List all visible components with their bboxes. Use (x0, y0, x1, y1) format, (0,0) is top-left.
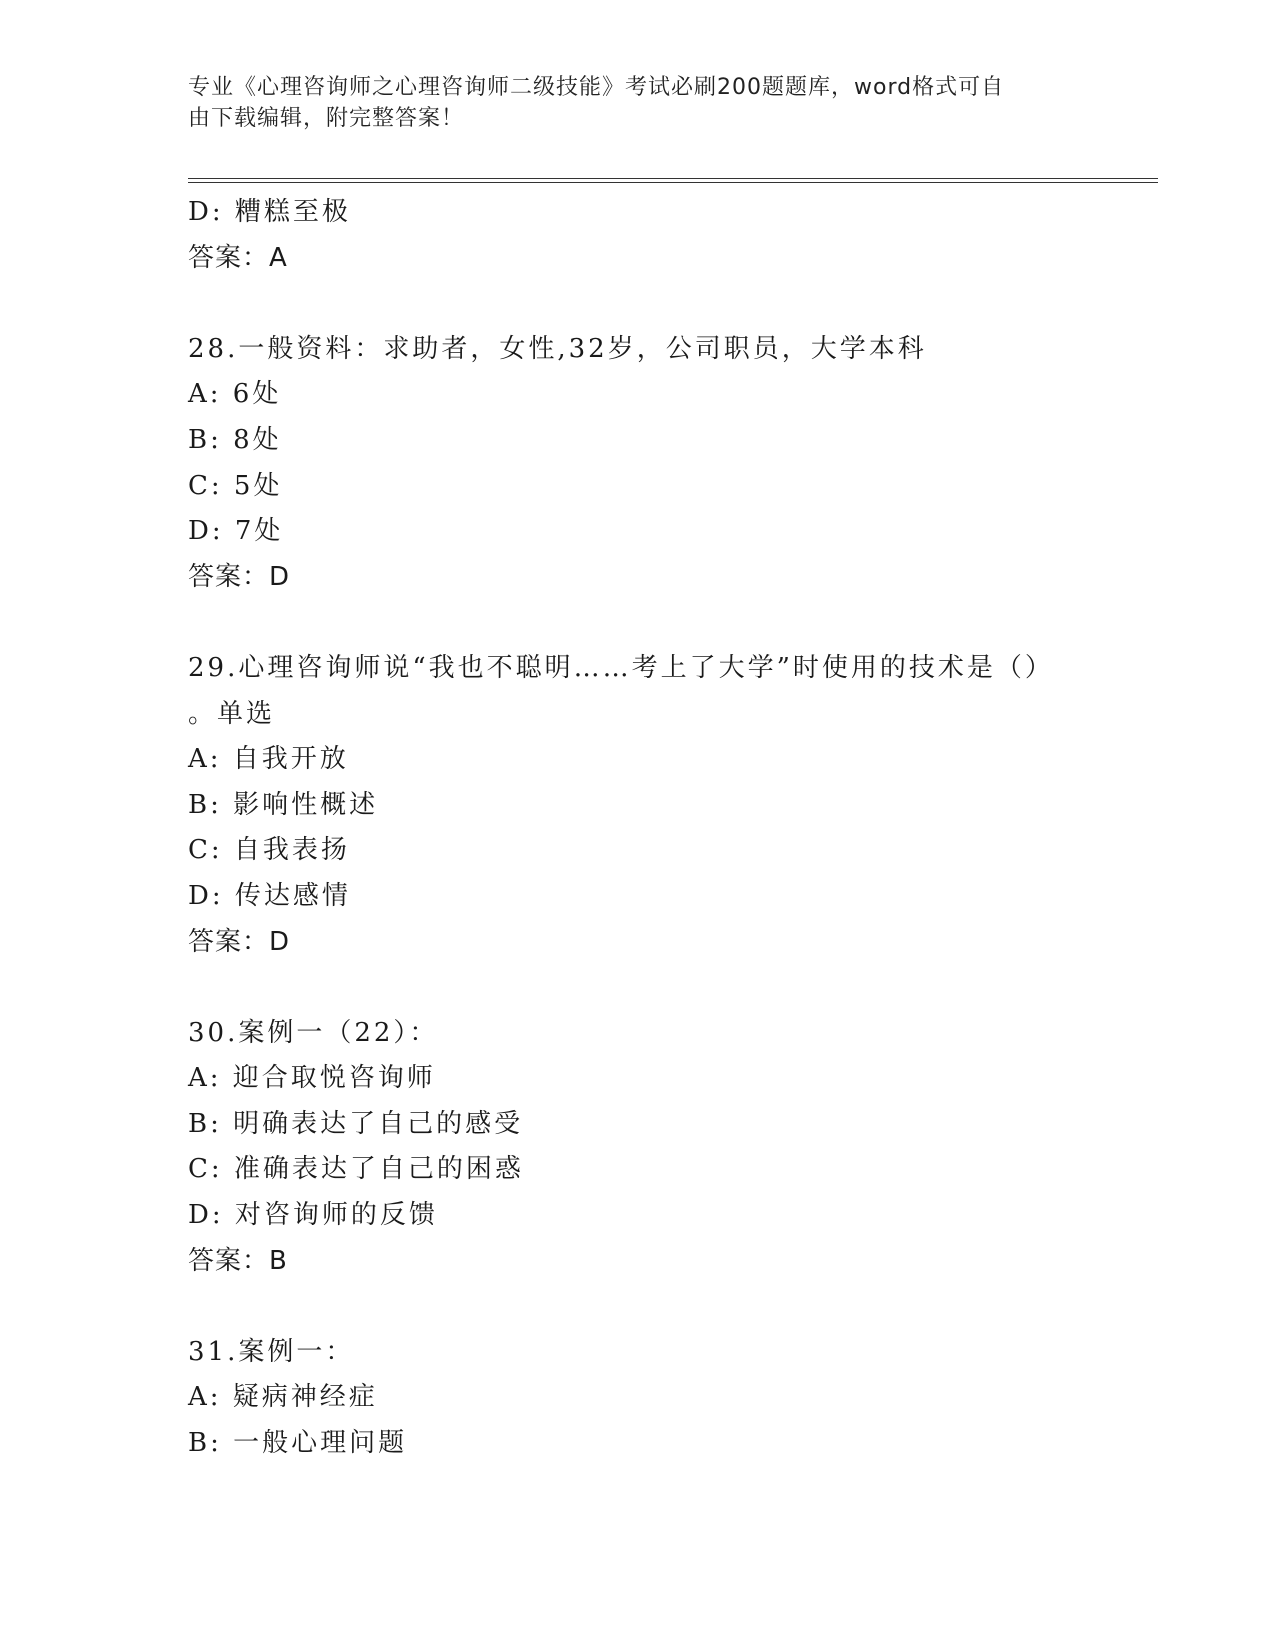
answer-option: D: 7处 (188, 516, 284, 547)
answer-option: D: 传达感情 (188, 880, 351, 911)
question-text: 28.一般资料：求助者，女性,32岁，公司职员，大学本科 (188, 333, 927, 364)
answer-option: A: 疑病神经症 (188, 1382, 378, 1413)
spacer (188, 965, 1188, 1011)
answer-option: C: 自我表扬 (188, 835, 350, 866)
answer-option: B: 一般心理问题 (188, 1428, 408, 1459)
answer-option: A: 6处 (188, 379, 282, 410)
header-line-2: 由下载编辑，附完整答案！ (188, 106, 465, 131)
question-text: 31.案例一： (188, 1336, 355, 1367)
header-rule-top (188, 178, 1158, 179)
spacer (188, 600, 1188, 646)
question-list (188, 190, 1188, 1467)
spacer (188, 1284, 1188, 1330)
answer-key: 答案：A (188, 242, 288, 273)
document-header (188, 72, 1068, 134)
answer-option: A: 自我开放 (188, 744, 349, 775)
answer-key: 答案：B (188, 1245, 288, 1276)
question-text: 29.心理咨询师说“我也不聪明……考上了大学”时使用的技术是（） (188, 652, 1054, 683)
question-text: 。单选 (188, 698, 276, 729)
answer-key: 答案：D (188, 561, 291, 592)
question-text: 30.案例一（22）： (188, 1017, 439, 1048)
answer-option: C: 准确表达了自己的困惑 (188, 1154, 524, 1185)
answer-option: B: 8处 (188, 424, 282, 455)
header-rule-bottom (188, 182, 1158, 183)
answer-option: A: 迎合取悦咨询师 (188, 1063, 436, 1094)
answer-option: B: 影响性概述 (188, 789, 379, 820)
answer-option: D: 对咨询师的反馈 (188, 1200, 438, 1231)
answer-option: B: 明确表达了自己的感受 (188, 1108, 524, 1139)
answer-key: 答案：D (188, 926, 291, 957)
answer-option: D: 糟糕至极 (188, 197, 351, 227)
answer-option: C: 5处 (188, 470, 283, 501)
spacer (188, 281, 1188, 327)
header-line-1: 专业《心理咨询师之心理咨询师二级技能》考试必刷200题题库，word格式可自 (188, 75, 1005, 100)
